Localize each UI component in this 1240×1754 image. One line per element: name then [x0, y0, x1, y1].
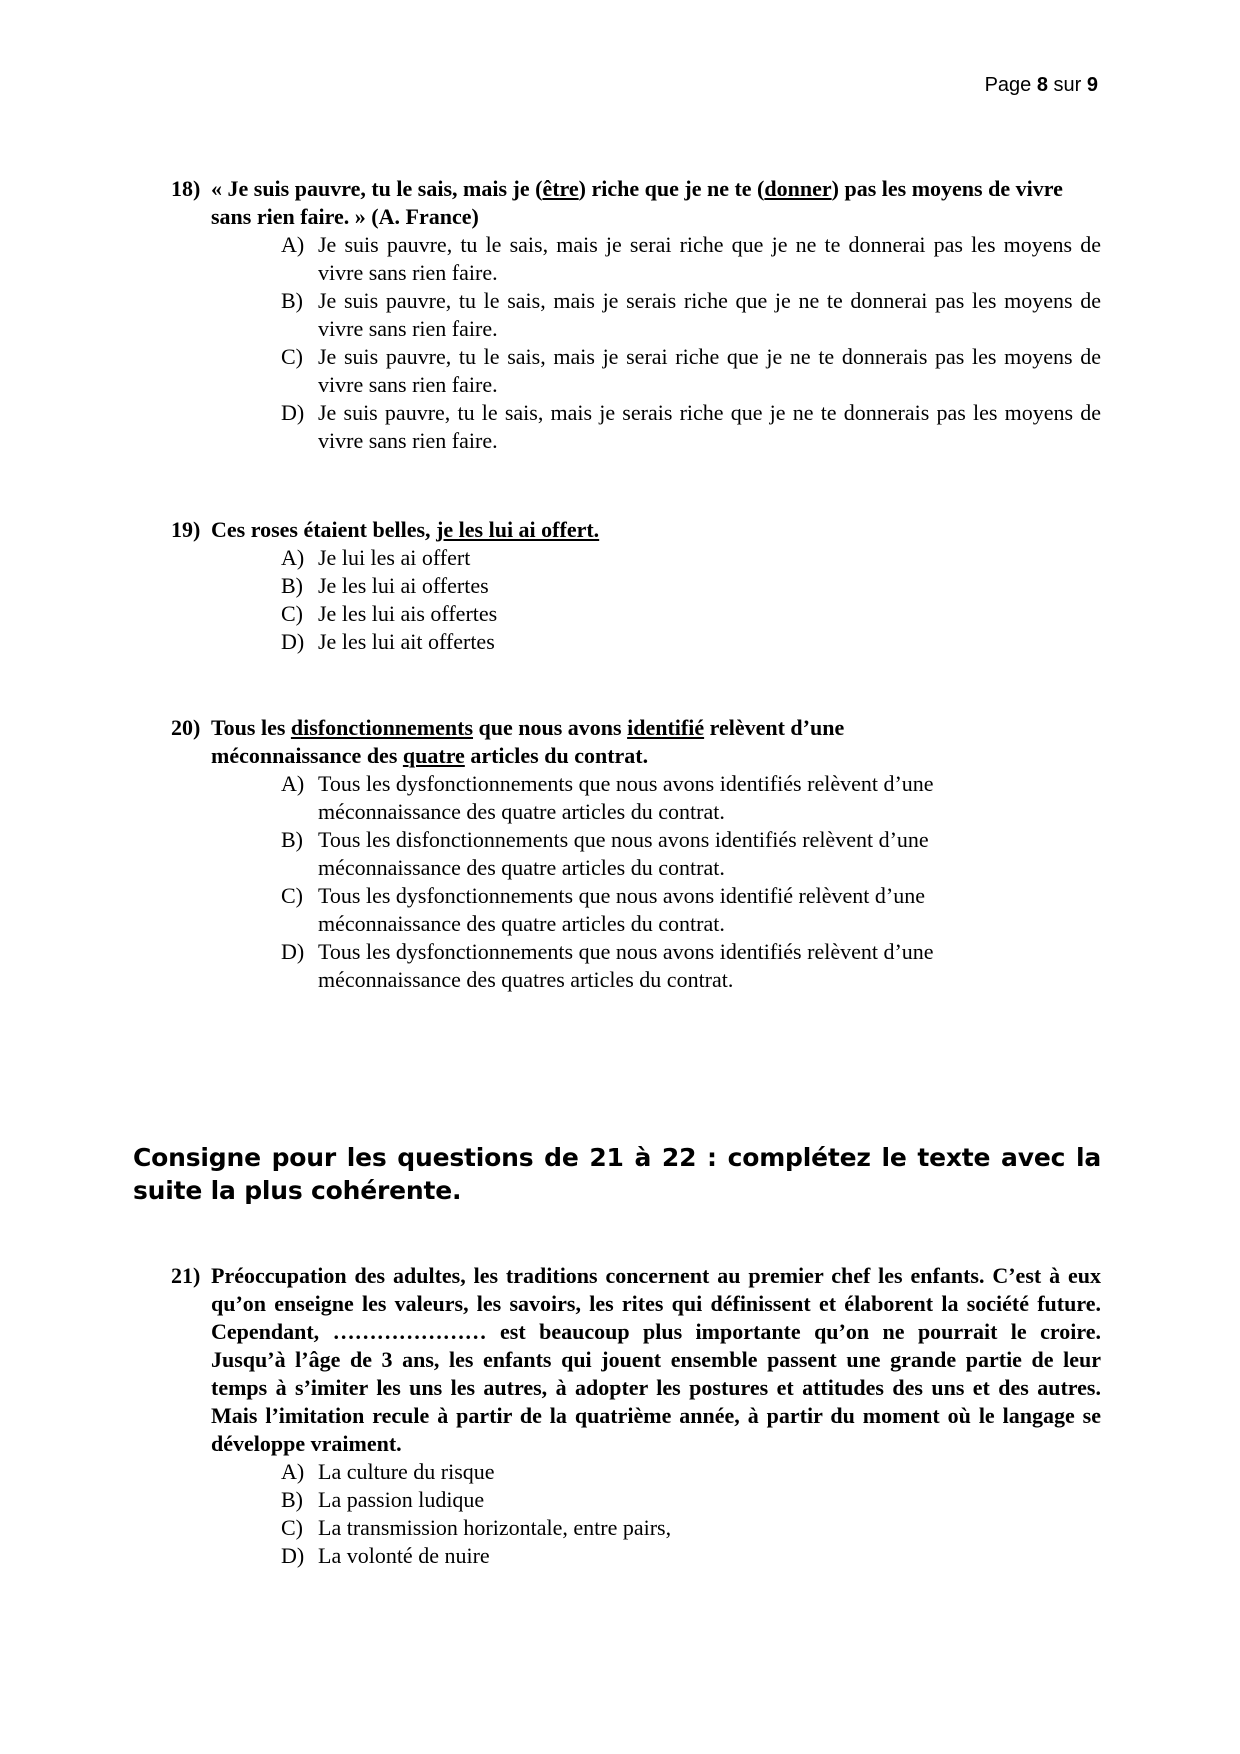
option-d: D) Je les lui ait offertes — [281, 629, 495, 654]
option-a: A) Je suis pauvre, tu le sais, mais je serai riche que je ne te donnerai pas les moyens de vivre sans rien faire. — [281, 232, 1101, 285]
option-a: A) Je lui les ai offert — [281, 545, 471, 570]
option-d: D) Tous les dysfonctionnements que nous avons identifiés relèvent d’une méconnaissance des quatres articles du contrat. — [281, 939, 934, 992]
option-b: B) Tous les disfonctionnements que nous avons identifiés relèvent d’une méconnaissance des quatre articles du contrat. — [281, 827, 929, 880]
option-c: C) Je les lui ais offertes — [281, 601, 498, 626]
option-a: A) Tous les dysfonctionnements que nous avons identifiés relèvent d’une méconnaissance des quatre articles du contrat. — [281, 771, 934, 824]
page-number: Page 8 sur 9 — [984, 74, 1098, 96]
question-20 — [171, 714, 971, 994]
option-c: C) Je suis pauvre, tu le sais, mais je serai riche que je ne te donnerais pas les moyens de vivre sans rien faire. — [281, 344, 1101, 397]
question-stem: 18) « Je suis pauvre, tu le sais, mais je (être) riche que je ne te (donner) pas les moyens de vivre sans rien faire. » (A. France) — [171, 176, 1063, 229]
option-d: D) La volonté de nuire — [281, 1543, 490, 1568]
option-d: D) Je suis pauvre, tu le sais, mais je serais riche que je ne te donnerais pas les moyens de vivre sans rien faire. — [281, 400, 1101, 453]
question-19 — [171, 516, 1101, 656]
option-c: C) La transmission horizontale, entre pairs, — [281, 1515, 672, 1540]
question-18 — [171, 175, 1101, 455]
option-c: C) Tous les dysfonctionnements que nous avons identifié relèvent d’une méconnaissance des quatre articles du contrat. — [281, 883, 925, 936]
question-stem: 20) Tous les disfonctionnements que nous avons identifié relèvent d’une méconnaissance des quatre articles du contrat. — [171, 715, 845, 768]
question-stem: 19) Ces roses étaient belles, je les lui ai offert. — [171, 517, 600, 542]
instruction-heading: Consigne pour les questions de 21 à 22 : complétez le texte avec la suite la plus cohérente. — [133, 1143, 1101, 1205]
option-b: B) Je les lui ai offertes — [281, 573, 489, 598]
option-b: B) La passion ludique — [281, 1487, 485, 1512]
option-b: B) Je suis pauvre, tu le sais, mais je serais riche que je ne te donnerai pas les moyens de vivre sans rien faire. — [281, 288, 1101, 341]
option-a: A) La culture du risque — [281, 1459, 495, 1484]
question-stem: 21) Préoccupation des adultes, les traditions concernent au premier chef les enfants. C’est à eux qu’on enseigne les valeurs, les savoirs, les rites qui définissent et élaborent la société future. Cependant, ………………… est beaucoup plus importante qu’on ne pourrait le croire. Jusqu’à l’âge de 3 ans, les enfants qui jouent ensemble passent une grande partie de leur temps à s’imiter les uns les autres, à adopter les postures et attitudes des uns et des autres. Mais l’imitation recule à partir de la quatrième année, à partir du moment où le langage se développe vraiment. — [171, 1263, 1101, 1456]
question-21 — [171, 1262, 1101, 1570]
